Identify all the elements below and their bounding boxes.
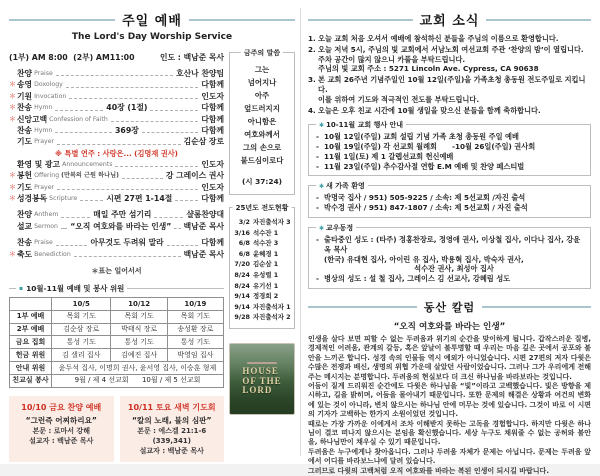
worship-order-row — [9, 170, 224, 181]
column-header-rule-left — [308, 306, 417, 308]
announcement-item — [308, 75, 591, 104]
order-item-korean: 송영 — [17, 80, 33, 90]
box-bullet-icon: ✱ — [319, 225, 325, 233]
duty-row-label: 2부 예배 — [10, 323, 52, 336]
stand-marker-icon: ＊ — [9, 103, 16, 112]
duty-row — [10, 310, 224, 323]
weekly-verse-lines — [232, 63, 292, 188]
item-text: 10월 19일(주일) 각 선교회 월례회 -10월 26일(주일) 권사회 — [324, 142, 536, 152]
verse-line: 아주 — [254, 91, 270, 100]
info-box-title — [316, 181, 368, 191]
duty-column-header: 10/19 — [167, 298, 223, 311]
leader-line — [150, 110, 198, 111]
column-paragraph: 어둠이 짙게 드리워진 순간에도 다윗은 하나님을 “빛”이라고 고백했습니다. 빛은 방향을 제시하고, 길을 밝히며, 어둠을 몰아내기 때문입니다. 또한 문제의 해결은 상황과 여건의 변화에 있는 것이 아니라, 변치 않으시는 하나님 안에 머무는 것에 있습니다. 그것이 바로 이 시편의 기자가 고백하는 한가지 소원이었던 것입니다. — [308, 382, 591, 419]
duty-cell: 통성 기도 — [111, 336, 167, 349]
duty-row-label: 금요 집회 — [10, 336, 52, 349]
entry-date: 9/14 — [234, 292, 250, 301]
order-item-korean: 환영 및 광고 — [17, 159, 61, 169]
duty-cell: 김 샐리 집사 — [52, 349, 111, 362]
leader-line — [122, 178, 163, 179]
image-caption — [242, 367, 281, 396]
worship-side-column — [229, 48, 295, 462]
duty-row-label: 헌금 위원 — [10, 349, 52, 362]
order-item-person: 백남준 목사 — [183, 221, 225, 231]
news-section-header — [308, 10, 591, 29]
duty-cell: 송성환 장로 — [167, 323, 223, 336]
leader-line — [56, 245, 88, 246]
order-item-person: 다함께 — [201, 194, 225, 204]
column-paragraph: 두려움은 누구에게나 찾아옵니다. 그러나 두려움 자체가 문제는 아닙니다. 문제는 두려움 앞에서 어디를 바라보느냐에 달려 있습니다. — [308, 447, 591, 466]
worship-body — [9, 48, 295, 462]
image-caption-line: OF THE — [242, 375, 282, 386]
box-bullet-icon: ✱ — [319, 122, 325, 130]
info-box-item — [316, 193, 584, 203]
evangelism-entry — [234, 281, 291, 292]
evangelism-entry — [234, 291, 291, 302]
service-times-row — [9, 52, 224, 63]
entry-date: 3/16 — [234, 228, 250, 237]
item-dash: - — [316, 142, 319, 152]
announcement-line: 이를 위하여 기도와 적극적인 전도를 부탁드립니다. — [318, 94, 480, 104]
duty-title-dash — [9, 288, 16, 289]
announcement-number: 4. — [308, 105, 316, 115]
item-dash: - — [316, 193, 319, 203]
leader-line — [80, 200, 103, 201]
info-box-title — [316, 120, 406, 130]
order-item-english: Doxology — [34, 81, 63, 89]
info-boxes — [308, 121, 591, 289]
stand-marker-icon: ＊ — [9, 194, 16, 203]
item-dash: - — [316, 274, 319, 284]
duty-row — [10, 349, 224, 362]
announcement-item — [308, 106, 591, 116]
header-rule-right — [189, 19, 295, 21]
leader-line — [55, 110, 103, 111]
leader-line — [167, 245, 199, 246]
announcement-item — [308, 34, 591, 44]
evangelism-entry — [234, 259, 291, 270]
worship-section-header — [9, 10, 295, 29]
order-item-korean: 성경봉독 — [17, 194, 48, 204]
duty-cell: 김예진 집사 — [111, 349, 167, 362]
worship-order-row — [9, 221, 224, 232]
leader-line — [154, 217, 183, 218]
duty-title-rule — [127, 288, 224, 289]
order-item-english: Scripture — [49, 195, 78, 203]
item-text: 박수경 권사 / 951) 847-1807 / 소속: 제 5선교회 / 자진 출석 — [324, 203, 528, 213]
entry-name: 정경희 2 — [253, 292, 279, 301]
verse-line: 그의 손으로 — [242, 143, 282, 152]
announcement-line: 오늘은 오후 친교 시간에 10월 생일을 맞으신 분들을 함께 축하합니다. — [318, 105, 541, 115]
item-text: 10월 12일(주일) 교회 설립 기념 가족 초청 총동원 주일 예배 — [324, 132, 519, 142]
news-title: 교회 소식 — [419, 14, 480, 29]
info-box-item — [316, 235, 584, 255]
duty-cell: 박태식 장로 — [111, 323, 167, 336]
worship-subtitle: The Lord's Day Worship Service — [71, 32, 233, 42]
worship-order-row — [9, 209, 224, 220]
verse-line: 넘어지나 — [247, 78, 277, 87]
worship-main-column — [9, 48, 224, 462]
info-box-item — [316, 132, 584, 142]
item-dash: - — [316, 132, 319, 142]
duty-title-bullet-icon: ▪ — [19, 285, 24, 293]
worship-order-row — [9, 125, 224, 136]
worship-order-row — [9, 193, 224, 204]
duty-cell: 목회 기도 — [167, 310, 223, 323]
evangelism-entry — [234, 228, 291, 239]
evangelism-entry — [234, 249, 291, 260]
order-item-person: 다함께 — [201, 103, 225, 113]
info-box-title-text: 10-11월 교회 행사 안내 — [326, 121, 404, 130]
stand-marker-icon: ＊ — [9, 171, 16, 180]
worship-order-row — [9, 249, 224, 260]
event-subtitle: “그런즉 어찌하리요” — [25, 415, 97, 425]
image-top-text-decoration — [247, 362, 277, 364]
worship-order-row — [9, 102, 224, 113]
duty-table — [9, 297, 224, 387]
item-text: 박명국 집사 / 951) 505-9225 / 소속: 제 5선교회 /자진 출석 — [324, 193, 526, 203]
entry-name: 자진출석자 2 — [253, 313, 291, 322]
entry-date: 6/8 — [238, 239, 250, 248]
event-title: 10/11 토요 새벽 기도회 — [127, 402, 216, 412]
order-item-person: 강 그레이스 권사 — [165, 171, 224, 181]
order-item-english: Benediction — [34, 250, 71, 258]
item-continuation: (한국) 유대현 집사, 아이린 유 집사, 박용혁 집사, 박숙자 권사, — [324, 254, 524, 264]
column-paragraph: 그러므로 다윗의 고백처럼 오직 여호와를 바라는 복된 인생이 되시길 바랍니다. — [308, 466, 549, 475]
order-item-content: 369장 — [114, 126, 139, 136]
order-item-korean: 설교 — [17, 221, 33, 231]
announcement-line: 오늘 교회 처음 오셔서 예배에 참석하신 분들을 주님의 이름으로 환영합니다. — [318, 34, 559, 43]
entry-name: 유성렬 1 — [253, 270, 279, 279]
news-header-rule-right — [486, 19, 591, 21]
order-item-person: 다함께 — [201, 238, 224, 248]
info-box — [308, 224, 591, 289]
order-item-person: 샬롬찬양대 — [186, 210, 224, 220]
entry-date: 8/24 — [234, 281, 250, 290]
service-leader: 인도 : 백남준 목사 — [160, 53, 224, 62]
info-box-item — [316, 203, 584, 213]
worship-order-row — [9, 182, 224, 193]
verse-line: 아니함은 — [247, 117, 277, 126]
entry-name: 자진출석자 3 — [253, 218, 291, 226]
column-header-rule-right — [482, 306, 591, 308]
worship-order-row — [9, 136, 224, 147]
event-preacher: 설교자 : 백남준 목사 — [29, 436, 94, 445]
evangelism-entry — [234, 270, 291, 281]
order-item-korean: 찬송 — [17, 103, 33, 113]
event-subtitle: “칼의 노래, 불의 심판” — [132, 415, 212, 425]
evangelism-box-title: 25년도 전도현황 — [233, 203, 292, 213]
order-item-person: 다함께 — [201, 114, 224, 124]
stand-marker-icon: ＊ — [9, 80, 16, 89]
event-passage: 본문 : 로마서 강해 — [32, 426, 90, 435]
order-item-korean: 봉헌 — [17, 171, 33, 181]
announcement-line: 주님의 빛 교회 주소 : 5271 Lincoln Ave. Cypress, CA 90638 — [318, 64, 539, 74]
announcement-number: 3. — [308, 75, 316, 85]
leader-line — [61, 228, 67, 229]
duty-row — [10, 374, 224, 387]
leader-line — [74, 256, 181, 257]
column-article-title: “오직 여호와를 바라는 인생” — [393, 322, 506, 333]
service-times: (1부) AM 8:00 (2부) AM11:00 — [9, 53, 135, 62]
order-item-person: 김순삼 장로 — [183, 137, 224, 147]
announcement-item — [308, 45, 591, 74]
entry-name: 김순삼 1 — [253, 260, 279, 269]
order-item-english: Prayer — [34, 183, 55, 191]
column-paragraph: 때로는 가장 가까운 이에게서 조차 이해받지 못하는 고독을 경험합니다. 하지만 다윗은 하나님이 결코 떠나지 않으시는 분임을 확신했습니다. 세상 누구도 채워줄 수 없는 공허와 불안을, 하나님만이 채우실 수 있기 때문입니다. — [308, 419, 591, 447]
order-item-english: Invocation — [34, 92, 67, 100]
order-item-english: Hymn — [34, 127, 53, 135]
order-item-content: 아무것도 두려워 말라 — [90, 238, 164, 248]
duty-table-title-row — [9, 283, 224, 294]
event-title: 10/10 금요 찬양 예배 — [21, 402, 102, 412]
announcement-text — [318, 75, 591, 104]
leader-line — [56, 75, 173, 76]
order-item-content: 시편 27편 1-14절 — [106, 194, 173, 204]
entry-date: 9/14 — [234, 302, 250, 311]
leader-line — [57, 144, 181, 145]
evangelism-entry — [234, 217, 291, 228]
entry-name: 석수잔 1 — [253, 228, 279, 237]
entry-name: 윤혜경 1 — [253, 249, 279, 258]
order-item-english: Confession of Faith — [49, 115, 108, 123]
order-item-person: 백남준 목사 — [183, 249, 224, 259]
entry-date: 3/2 — [238, 218, 250, 226]
order-item-korean: 찬송 — [17, 126, 33, 136]
item-text: 출타중인 성도 : (타주) 정홍찬장로, 정영애 권사, 이상철 집사, 이다나 집사, 강윤옥 목사 — [324, 235, 581, 254]
item-text: 11월 23일(주일) 추수감사절 연합 E.M 예배 및 찬양 페스티벌 — [324, 161, 525, 171]
announcement-text — [318, 45, 584, 74]
worship-order-row — [9, 159, 224, 170]
duty-row — [10, 323, 224, 336]
order-item-extra: (만복의 근원 하나님) — [61, 172, 119, 180]
entry-name: 석수잔 3 — [253, 239, 279, 248]
duty-row — [10, 336, 224, 349]
duty-cell: 목회 기도 — [111, 310, 167, 323]
order-item-person: 다함께 — [201, 126, 225, 136]
worship-order-row — [9, 237, 224, 248]
info-box-item — [316, 152, 584, 162]
column-section-header — [308, 299, 591, 315]
order-item-english: Praise — [34, 239, 53, 247]
verse-line: 여호와께서 — [244, 130, 280, 139]
house-of-the-lord-image — [229, 343, 295, 415]
leader-line — [175, 200, 198, 201]
weekly-verse-title: 금주의 말씀 — [241, 48, 283, 58]
verse-line: 엎드러지지 — [244, 104, 280, 113]
worship-order-row — [9, 79, 224, 90]
info-box-item — [316, 274, 584, 284]
order-item-english: Praise — [34, 70, 53, 77]
leader-line — [57, 189, 198, 190]
entry-date: 6/8 — [238, 249, 250, 258]
right-page-news — [301, 0, 600, 475]
event-box — [9, 396, 114, 462]
entry-date: 8/24 — [234, 270, 250, 279]
stand-marker-icon: ＊ — [9, 182, 16, 191]
order-item-korean: 찬양 — [17, 69, 33, 78]
order-item-korean: 축도 — [17, 249, 33, 259]
upcoming-events-row — [9, 396, 224, 462]
order-item-person: 인도자 — [201, 182, 224, 192]
announcement-text — [318, 106, 541, 116]
announcement-line: 본 교회 26주년 기념주일인 10월 12일(주일)을 가족초청 총동원 전도주일로 지킵니다. — [318, 75, 586, 94]
order-item-korean: 기원 — [17, 91, 33, 101]
order-item-korean: 찬송 — [17, 238, 33, 248]
order-item-content: 매일 주만 섬기리 — [93, 210, 152, 220]
leader-line — [174, 228, 180, 229]
worship-order-row — [9, 114, 224, 125]
worship-order-row — [9, 68, 224, 79]
announcement-list — [308, 34, 591, 115]
item-text: 병상의 성도 : 설 철 집사, 그레이스 김 선교사, 강혜림 성도 — [324, 274, 511, 284]
announcement-number: 2. — [308, 45, 316, 55]
order-item-person: 호산나 찬양팀 — [176, 69, 224, 78]
info-box-item — [316, 162, 584, 172]
info-box-title-text: 교우동정 — [326, 224, 354, 233]
leader-line — [115, 166, 198, 167]
item-dash: - — [316, 203, 319, 213]
order-item-korean: 찬양 — [17, 210, 33, 220]
order-item-korean: 신앙고백 — [17, 114, 48, 124]
worship-title: 주일 예배 — [122, 14, 182, 29]
duty-cell: 김순삼 장로 — [52, 323, 111, 336]
event-passage: 본문 : 에스겔 21:1-6 (339,341) — [137, 426, 207, 445]
order-item-english: Announcements — [62, 160, 113, 168]
evangelism-status-box — [229, 204, 295, 329]
order-item-person: 다함께 — [201, 80, 224, 90]
order-item-content: 40장 (1절) — [106, 103, 148, 113]
order-item-english: Hymn — [34, 104, 53, 112]
duty-table-section — [9, 283, 224, 387]
header-rule-left — [9, 19, 115, 21]
order-item-person: 인도자 — [201, 91, 224, 101]
duty-cell: 통성 기도 — [167, 336, 223, 349]
evangelism-entry — [234, 302, 291, 313]
info-box-title — [316, 223, 356, 233]
leader-line — [142, 132, 199, 133]
column-article-body — [308, 335, 591, 476]
left-page-worship — [0, 0, 300, 464]
verse-line: (시 37:24) — [242, 177, 282, 186]
info-box — [308, 182, 591, 218]
item-dash: - — [316, 235, 319, 245]
leader-line — [69, 98, 198, 99]
evangelism-entries — [234, 217, 291, 323]
duty-cell: 박영임 집사 — [167, 349, 223, 362]
order-item-english: Sermon — [34, 222, 58, 230]
evangelism-entry — [234, 312, 291, 323]
leader-line — [111, 121, 199, 122]
duty-row — [10, 362, 224, 375]
announcement-line: 주차 공간이 많지 않으니 카풀을 부탁드립니다. — [318, 54, 466, 64]
order-item-english: Anthem — [34, 211, 59, 219]
leader-line — [61, 217, 90, 218]
weekly-verse-box — [229, 49, 295, 195]
order-item-korean: 기도 — [17, 137, 33, 147]
duty-row-label: 1부 예배 — [10, 310, 52, 323]
duty-row-label: 안내 위원 — [10, 362, 52, 375]
item-text: 11월 1일(토) 제 1 갈렙선교회 헌신예배 — [324, 151, 454, 161]
order-item-content: “오직 여호와를 바라는 인생” — [70, 221, 172, 231]
duty-cell: 통성 기도 — [52, 336, 111, 349]
event-box — [120, 396, 225, 462]
item-continuation: 석수잔 권사, 최성아 집사 — [414, 264, 494, 274]
order-item-person: 인도자 — [201, 159, 224, 169]
verse-line: 붙드심이로다 — [240, 156, 284, 165]
duty-table-title: 10월-11월 예배 및 봉사 위원 — [26, 284, 125, 294]
info-box — [308, 121, 591, 176]
news-header-rule-left — [308, 19, 413, 21]
duty-column-header: 10/5 — [52, 298, 111, 311]
worship-order-list — [9, 68, 224, 260]
special-performance-note: ※ 특별 연주 : 사랑은... (김명재 권사) — [55, 148, 178, 158]
duty-row-label: 친교실 봉사 — [10, 374, 52, 387]
verse-spacer — [232, 167, 292, 175]
info-box-title-text: 새 가족 환영 — [326, 182, 365, 191]
event-preacher: 설교자 : 백남준 목사 — [139, 446, 204, 455]
order-item-korean: 기도 — [17, 182, 33, 192]
stand-marker-icon: ＊ — [9, 91, 16, 100]
image-caption-line: HOUSE — [242, 366, 279, 377]
announcement-text — [318, 34, 559, 44]
entry-name: 유기선 1 — [253, 281, 279, 290]
leader-line — [55, 132, 112, 133]
duty-cell: 목회 기도 — [52, 310, 111, 323]
duty-cell: 9월 / 제 4 선교회 10월 / 제 5 선교회 — [52, 374, 224, 387]
column-header-title: 동산 칼럼 — [423, 301, 476, 315]
image-caption-line: LORD — [242, 385, 273, 396]
stand-marker-icon: ＊ — [9, 114, 16, 123]
entry-date: 9/28 — [234, 313, 250, 322]
leader-line — [66, 87, 199, 88]
announcement-number: 1. — [308, 34, 316, 43]
duty-column-header — [10, 298, 52, 311]
duty-cell: 윤두석 집사, 이명희 권사, 윤서영 집사, 이승훈 형제 — [52, 362, 224, 375]
stand-note: ＊표는 일어서서 — [91, 267, 142, 276]
stand-marker-icon: ＊ — [9, 249, 16, 258]
order-item-english: Prayer — [34, 138, 55, 146]
verse-line: 그는 — [254, 65, 270, 74]
column-paragraph: 인생을 살다 보면 피할 수 없는 두려움과 위기의 순간을 맞이하게 됩니다. 갑작스러운 질병, 경제적인 어려움, 관계의 갈등, 혹은 앞날이 불투명할 때 우리는 마음 깊은 곳에서 공포와 불안을 느끼곤 합니다. 성경 속의 인물들 역시 예외가 아니었습니다. 시편 27편의 저자 다윗은 수많은 전쟁과 배신, 생명의 위협 가운데 살았던 사람이었습니다. 그러나 그가 우리에게 전해 주는 메시지는 분명합니다. 두려움의 현실보다 더 크신 하나님을 바라보라는 것입니다. — [308, 335, 591, 381]
announcement-line: 오늘 저녁 5시, 주님의 빛 교회에서 서남노회 여선교회 주관 ‘찬양의 밤’이 열립니다. — [318, 45, 584, 55]
entry-name: 자진출석자 1 — [253, 302, 291, 311]
item-dash: - — [316, 161, 319, 171]
duty-header-row — [10, 298, 224, 311]
evangelism-entry — [234, 238, 291, 249]
item-dash: - — [316, 151, 319, 161]
info-box-item — [316, 142, 584, 152]
entry-date: 7/20 — [234, 260, 250, 269]
duty-column-header: 10/12 — [111, 298, 167, 311]
order-item-english: Offering — [34, 172, 60, 180]
worship-order-row — [9, 91, 224, 102]
box-bullet-icon: ✱ — [319, 183, 325, 191]
